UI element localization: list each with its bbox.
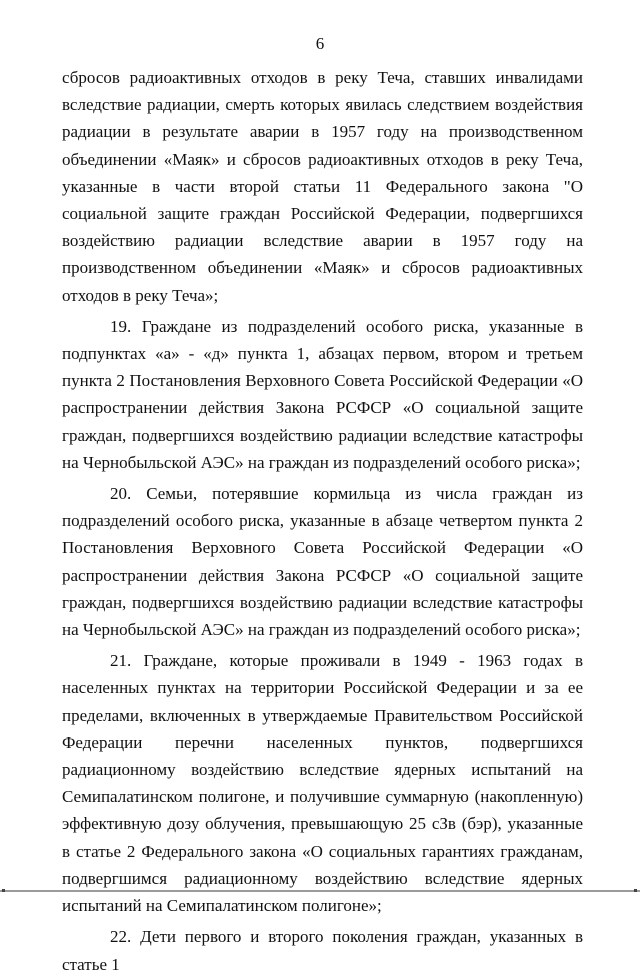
document-body [62,64,583,978]
scan-edge-mark [634,889,637,892]
paragraph-item-19: 19. Граждане из подразделений особого риска, указанные в подпунктах «а» - «д» пункта 1, абзацах первом, втором и третьем пункта 2 Постановления Верховного Совета Российской Федерации «О распространении действия Закона РСФСР «О социальной защите граждан, подвергшихся воздействию радиации вследствие катастрофы на Чернобыльской АЭС» на граждан из подразделений особого риска»; [62,316,583,472]
paragraph-continuation: сбросов радиоактивных отходов в реку Теча, ставших инвалидами вследствие радиации, смерть которых явилась следствием воздействия радиации в результате аварии в 1957 году на производственном объединении «Маяк» и сбросов радиоактивных отходов в реку Теча, указанные в части второй статьи 11 Федерального закона "О социальной защите граждан Российской Федерации, подвергшихся воздействию радиации вследствие аварии в 1957 году на производственном объединении «Маяк» и сбросов радиоактивных отходов в реку Теча»; [62,68,583,305]
paragraph-item-21: 21. Граждане, которые проживали в 1949 - 1963 годах в населенных пунктах на территории Российской Федерации и за ее пределами, включенных в утверждаемые Правительством Российской Федерации перечни населенных пунктов, подвергшихся радиационному воздействию вследствие ядерных испытаний на Семипалатинском полигоне, и получившие суммарную (накопленную) эффективную дозу облучения, превышающую 25 сЗв (бэр), указанные в статье 2 Федерального закона «О социальных гарантиях гражданам, подвергшимся радиационному воздействию вследствие ядерных испытаний на Семипалатинском полигоне»; [62,651,583,916]
scan-edge-mark [2,889,5,892]
scan-bottom-edge [0,890,640,892]
paragraph-item-22: 22. Дети первого и второго поколения граждан, указанных в статье 1 [62,927,583,974]
page-number: 6 [315,34,325,53]
paragraph-item-20: 20. Семьи, потерявшие кормильца из числа граждан из подразделений особого риска, указанные в абзаце четвертом пункта 2 Постановления Верховного Совета Российской Федерации «О распространении действия Закона РСФСР «О социальной защите граждан, подвергшихся воздействию радиации вследствие катастрофы на Чернобыльской АЭС» на граждан из подразделений особого риска»; [62,484,583,640]
